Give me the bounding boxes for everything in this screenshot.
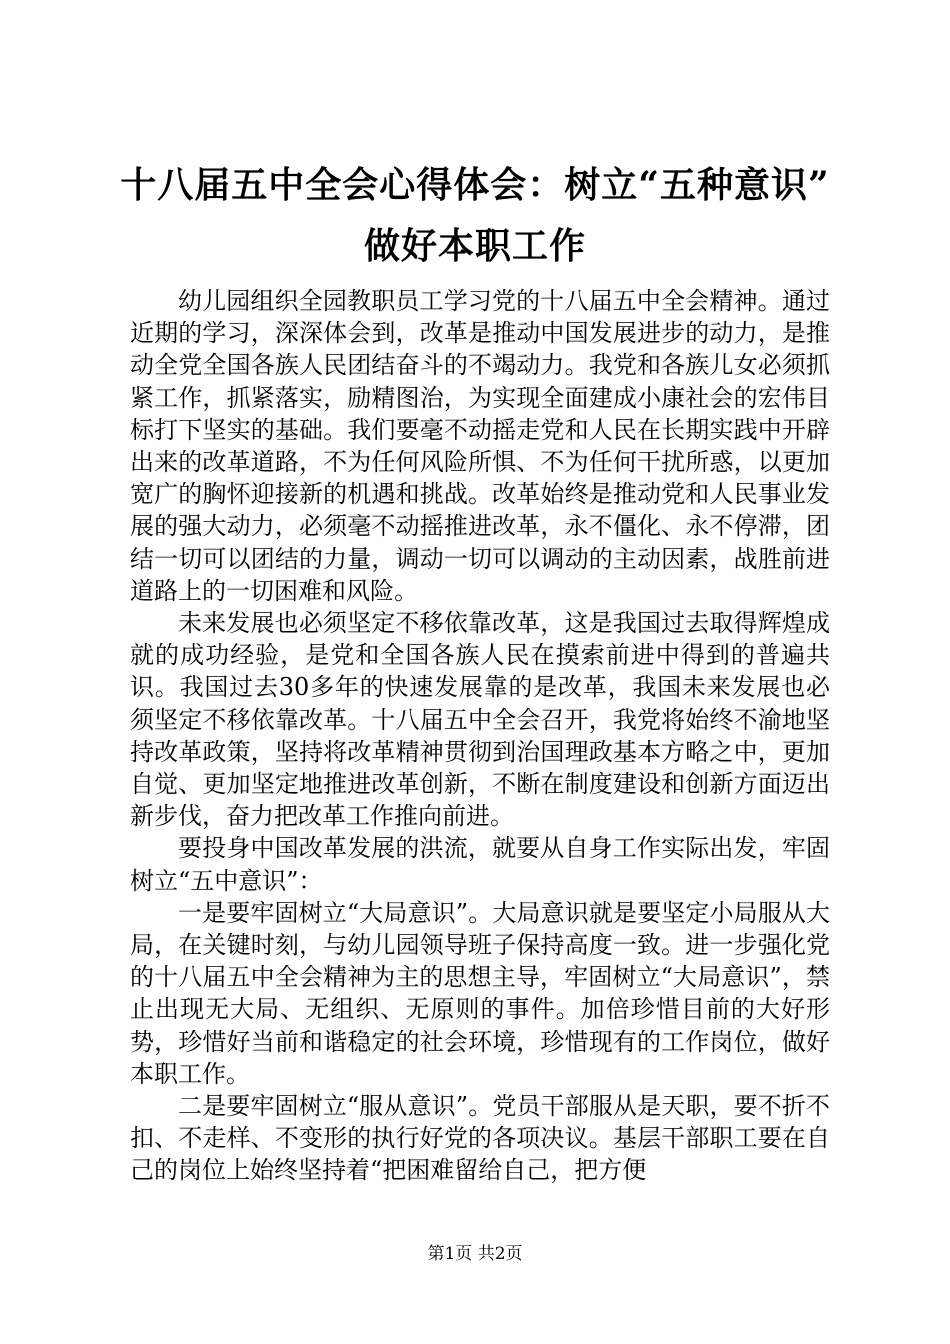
paragraph-2: 未来发展也必须坚定不移依靠改革，这是我国过去取得辉煌成就的成功经验，是党和全国各族人民在摸索前进中得到的普遍共识。我国过去30多年的快速发展靠的是改革，我国未来发展也必须坚定不移依靠改革。十八届五中全会召开，我党将始终不渝地坚持改革政策，坚持将改革精神贯彻到治国理政基本方略之中，更加自觉、更加坚定地推进改革创新，不断在制度建设和创新方面迈出新步伐，奋力把改革工作推向前进。 (130, 609, 830, 831)
paragraph-4: 一是要牢固树立“大局意识”。大局意识就是要坚定小局服从大局，在关键时刻，与幼儿园领导班子保持高度一致。进一步强化党的十八届五中全会精神为主的思想主导，牢固树立“大局意识”，禁止出现无大局、无组织、无原则的事件。加倍珍惜目前的大好形势，珍惜好当前和谐稳定的社会环境，珍惜现有的工作岗位，做好本职工作。 (130, 898, 830, 1088)
document-body (130, 285, 830, 1187)
paragraph-3: 要投身中国改革发展的洪流，就要从自身工作实际出发，牢固树立“五中意识”： (130, 834, 830, 895)
page-number-footer: 第1页 共2页 (427, 1244, 523, 1264)
document-title-line-1: 十八届五中全会心得体会：树立“五种意识” (120, 164, 830, 206)
paragraph-1: 幼儿园组织全园教职员工学习党的十八届五中全会精神。通过近期的学习，深深体会到，改革是推动中国发展进步的动力，是推动全党全国各族人民团结奋斗的不竭动力。我党和各族儿女必须抓紧工作，抓紧落实，励精图治，为实现全面建成小康社会的宏伟目标打下坚实的基础。我们要毫不动摇走党和人民在长期实践中开辟出来的改革道路，不为任何风险所惧、不为任何干扰所惑，以更加宽广的胸怀迎接新的机遇和挑战。改革始终是推动党和人民事业发展的强大动力，必须毫不动摇推进改革，永不僵化、永不停滞，团结一切可以团结的力量，调动一切可以调动的主动因素，战胜前进道路上的一切困难和风险。 (130, 287, 830, 605)
paragraph-5: 二是要牢固树立“服从意识”。党员干部服从是天职，要不折不扣、不走样、不变形的执行好党的各项决议。基层干部职工要在自己的岗位上始终坚持着“把困难留给自己，把方便 (130, 1092, 830, 1185)
document-title-line-2: 做好本职工作 (363, 225, 586, 267)
